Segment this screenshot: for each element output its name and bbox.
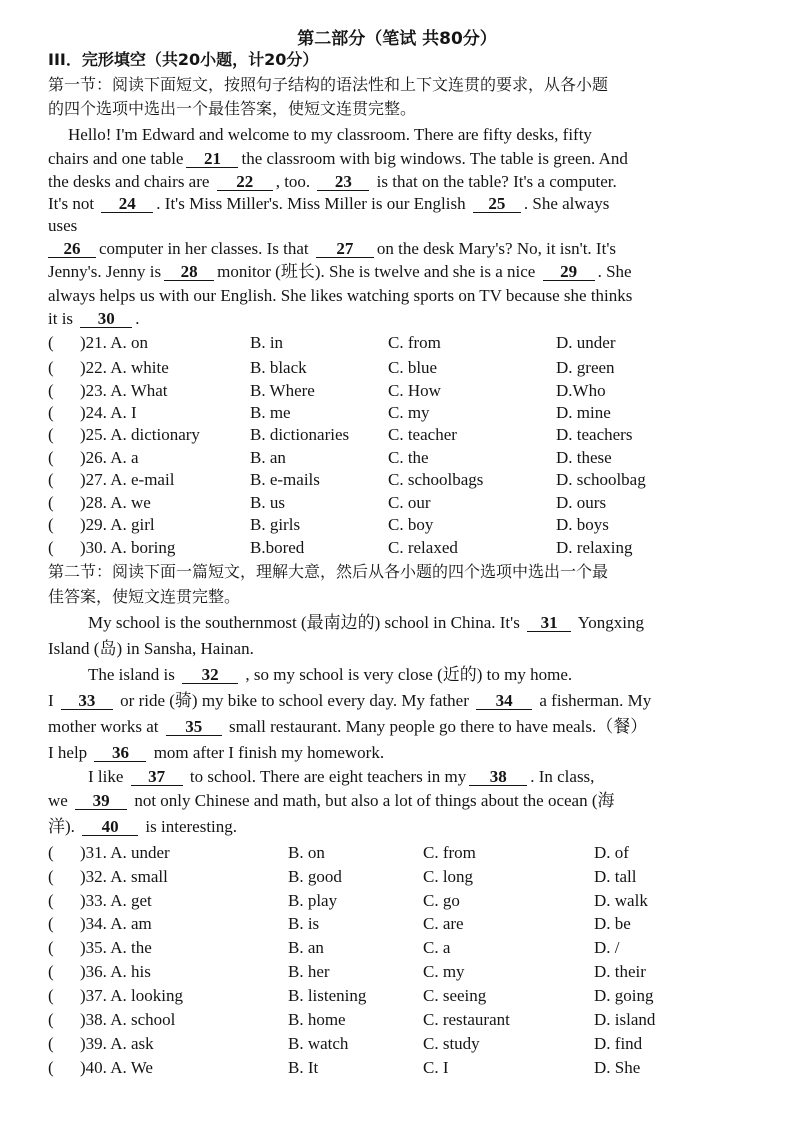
question-paren: ( [48,515,54,534]
option-b: B. It [288,1058,319,1077]
question-paren: ( [48,891,54,910]
option-b: B. an [250,448,286,467]
question-paren: ( [48,493,54,512]
option-d: D. She [594,1058,641,1077]
option-d: D. green [556,358,615,377]
option-a: )24. A. I [80,403,137,422]
option-c: C. from [423,843,476,862]
blank-37: 37 [131,768,183,786]
passage2-line2: Island (岛) in Sansha, Hainan. [48,639,254,658]
option-d: D. find [594,1034,643,1053]
blank-28: 28 [164,263,214,281]
option-c: C. I [423,1058,449,1077]
option-a: )37. A. looking [80,986,183,1005]
option-b: B. me [250,403,291,422]
option-b: B. watch [288,1034,349,1053]
blank-38: 38 [469,768,527,786]
option-d: D. going [594,986,654,1005]
option-c: C. go [423,891,460,910]
passage1-line8: always helps us with our English. She likes watching sports on TV because she thinks [48,286,633,305]
option-d: D. island [594,1010,656,1029]
option-b: B. her [288,962,330,981]
question-paren: ( [48,914,54,933]
question-paren: ( [48,381,54,400]
option-b: B. girls [250,515,301,534]
option-a: )35. A. the [80,938,152,957]
question-paren: ( [48,333,54,352]
passage1-line9: it is 30 . [48,309,140,328]
option-b: B. dictionaries [250,425,350,444]
option-c: C. relaxed [388,538,458,557]
option-a: )31. A. under [80,843,170,862]
question-paren: ( [48,843,54,862]
option-d: D. these [556,448,612,467]
passage1-line4: It's not 24 . It's Miss Miller's. Miss Miller is our English 25 . She always [48,194,610,213]
blank-29: 29 [543,263,595,281]
section-heading: III．完形填空（共20小题，计20分） [48,50,319,69]
passage2-line8: we 39 not only Chinese and math, but also a lot of things about the ocean (海 [48,791,615,810]
option-d: D. walk [594,891,648,910]
passage2-line7: I like 37 to school. There are eight teachers in my 38 . In class, [88,767,595,786]
blank-26: 26 [48,240,96,258]
option-b: B. good [288,867,342,886]
option-a: )33. A. get [80,891,152,910]
option-c: C. boy [388,515,434,534]
blank-27: 27 [316,240,374,258]
option-b: B. play [288,891,338,910]
part2-instruction-line2: 佳答案，使短文连贯完整。 [48,587,241,606]
passage1-line1: Hello! I'm Edward and welcome to my classroom. There are fifty desks, fifty [68,125,592,144]
question-paren: ( [48,448,54,467]
question-paren: ( [48,538,54,557]
passage2-line3: The island is 32 , so my school is very close (近的) to my home. [88,665,573,684]
option-c: C. a [423,938,451,957]
option-d: D. / [594,938,620,957]
question-paren: ( [48,1010,54,1029]
blank-24: 24 [101,195,153,213]
question-paren: ( [48,867,54,886]
option-a: )22. A. white [80,358,169,377]
option-a: )26. A. a [80,448,139,467]
option-a: )40. A. We [80,1058,153,1077]
option-d: D. mine [556,403,611,422]
option-c: C. blue [388,358,438,377]
option-a: )28. A. we [80,493,151,512]
part1-instruction-line1: 第一节：阅读下面短文，按照句子结构的语法性和上下文连贯的要求，从各小题 [48,75,609,94]
blank-40: 40 [82,818,138,836]
question-paren: ( [48,986,54,1005]
question-paren: ( [48,403,54,422]
blank-23: 23 [317,173,369,191]
option-d: D. relaxing [556,538,633,557]
option-a: )32. A. small [80,867,168,886]
option-b: B. an [288,938,324,957]
option-a: )34. A. am [80,914,152,933]
blank-31: 31 [527,614,571,632]
passage2-line4: I 33 or ride (骑) my bike to school every day. My father 34 a fisherman. My [48,691,652,710]
option-c: C. my [423,962,465,981]
passage2-line1: My school is the southernmost (最南边的) school in China. It's 31 Yongxing [88,613,645,632]
question-paren: ( [48,1058,54,1077]
option-a: )27. A. e-mail [80,470,175,489]
passage1-line2: chairs and one table 21 the classroom with big windows. The table is green. And [48,149,628,168]
option-d: D. be [594,914,631,933]
blank-32: 32 [182,666,238,684]
option-d: D. their [594,962,646,981]
blank-33: 33 [61,692,113,710]
passage2-line9: 洋). 40 is interesting. [48,817,238,836]
question-paren: ( [48,470,54,489]
blank-34: 34 [476,692,532,710]
option-a: )25. A. dictionary [80,425,200,444]
blank-25: 25 [473,195,521,213]
passage1-line6: 26 computer in her classes. Is that 27 on the desk Mary's? No, it isn't. It's [48,239,616,259]
option-d: D.Who [556,381,606,400]
passage1-line3: the desks and chairs are 22 , too. 23 is that on the table? It's a computer. [48,172,617,191]
passage1-line7: Jenny's. Jenny is 28 monitor (班长). She is twelve and she is a nice 29 . She [48,262,632,281]
option-d: D. of [594,843,629,862]
option-a: )30. A. boring [80,538,176,557]
option-c: C. schoolbags [388,470,484,489]
option-c: C. How [388,381,441,400]
blank-30: 30 [80,310,132,328]
option-d: D. under [556,333,616,352]
option-a: )21. A. on [80,333,148,352]
option-a: )36. A. his [80,962,151,981]
option-c: C. are [423,914,464,933]
passage1-line5: uses [48,216,78,235]
passage2-line5: mother works at 35 small restaurant. Many people go there to have meals.（餐） [48,717,648,736]
option-b: B. us [250,493,285,512]
option-c: C. teacher [388,425,457,444]
blank-21: 21 [186,150,238,168]
option-c: C. my [388,403,430,422]
option-b: B. black [250,358,307,377]
option-c: C. the [388,448,429,467]
blank-36: 36 [94,744,146,762]
question-paren: ( [48,962,54,981]
option-c: C. restaurant [423,1010,510,1029]
blank-35: 35 [166,718,222,736]
part1-instruction-line2: 的四个选项中选出一个最佳答案，使短文连贯完整。 [48,99,417,118]
option-b: B. listening [288,986,367,1005]
option-a: )39. A. ask [80,1034,154,1053]
option-b: B.bored [250,538,305,557]
question-paren: ( [48,425,54,444]
option-b: B. e-mails [250,470,320,489]
option-c: C. from [388,333,441,352]
option-b: B. on [288,843,325,862]
option-a: )23. A. What [80,381,168,400]
passage2-line6: I help 36 mom after I finish my homework. [48,743,385,762]
question-paren: ( [48,938,54,957]
option-a: )38. A. school [80,1010,176,1029]
option-d: D. tall [594,867,637,886]
part2-instruction-line1: 第二节：阅读下面一篇短文，理解大意，然后从各小题的四个选项中选出一个最 [48,562,609,581]
option-a: )29. A. girl [80,515,155,534]
option-c: C. seeing [423,986,487,1005]
option-b: B. in [250,333,284,352]
option-d: D. boys [556,515,609,534]
option-b: B. is [288,914,320,933]
question-paren: ( [48,358,54,377]
option-d: D. schoolbag [556,470,646,489]
option-c: C. long [423,867,474,886]
blank-39: 39 [75,792,127,810]
option-d: D. ours [556,493,607,512]
option-b: B. Where [250,381,315,400]
blank-22: 22 [217,173,273,191]
page-title: 第二部分（笔试 共80分） [297,29,497,49]
option-c: C. study [423,1034,480,1053]
option-c: C. our [388,493,431,512]
option-d: D. teachers [556,425,633,444]
option-b: B. home [288,1010,346,1029]
question-paren: ( [48,1034,54,1053]
